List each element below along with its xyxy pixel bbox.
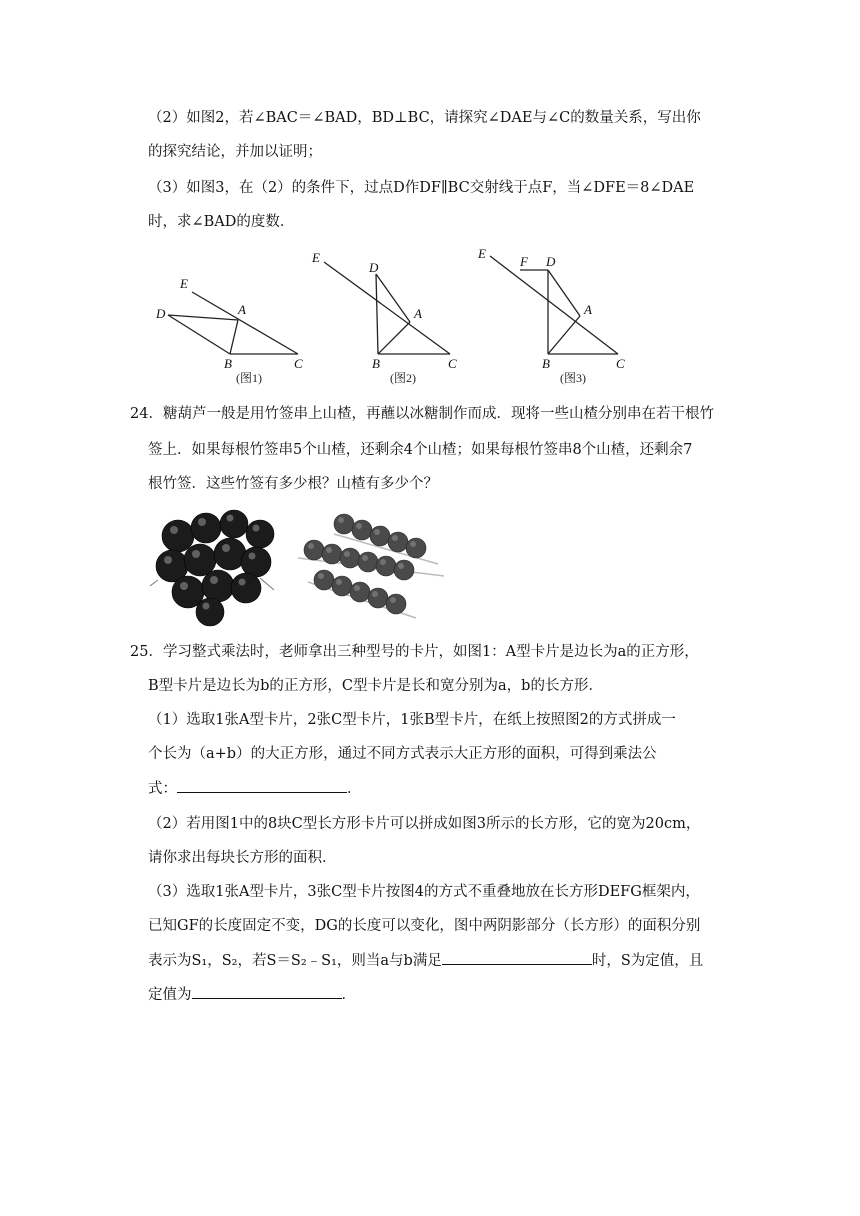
q24-line3: 根竹签．这些竹签有多少根？山楂有多少个？ [148,476,438,492]
fig1-label-e: E [180,276,188,291]
q25-part1-prefix: 式： [148,781,177,797]
q23-part2-line2: 的探究结论，并加以证明； [148,144,322,160]
q25-part3-line3 [148,950,703,971]
fig3-label-b: B [542,356,550,371]
fig3-label-f: F [520,254,528,269]
fig2-label-c: C [448,356,457,371]
q25-part3-line2: 已知GF的长度固定不变，DG的长度可以变化，图中两阴影部分（长方形）的面积分别 [148,918,701,934]
q25-part1-suffix: ． [347,781,362,797]
fig1-label-d: D [156,306,166,321]
q25-part1-line2: 个长为（a+b）的大正方形，通过不同方式表示大正方形的面积，可得到乘法公 [148,746,657,762]
q24-line2: 签上．如果每根竹签串5个山楂，还剩余4个山楂；如果每根竹签串8个山楂，还剩余7 [148,442,693,458]
figure-1 [168,292,298,354]
fig1-caption: (图1) [236,371,262,385]
fig1-label-c: C [294,356,303,371]
answer-blank-value[interactable] [192,984,342,999]
q25-line2: B型卡片是边长为b的正方形，C型卡片是长和宽分别为a，b的长方形． [148,678,603,694]
answer-blank-formula[interactable] [177,778,347,793]
q25-part3-line1: （3）选取1张A型卡片，3张C型卡片按图4的方式不重叠地放在长方形DEFG框架内， [148,884,700,900]
hawthorn-photos [148,500,448,632]
q25-part3-suffix: 时，S为定值，且 [591,953,704,969]
fig1-label-a: A [238,302,246,317]
fig3-label-a: A [584,302,592,317]
fig2-caption: (图2) [390,371,416,385]
q24-line1: 24．糖葫芦一般是用竹签串上山楂，再蘸以冰糖制作而成．现将一些山楂分别串在若干根竹 [130,406,714,422]
fig2-label-d: D [369,260,379,275]
fig1-label-b: B [224,356,232,371]
q25-part3-line4-suffix: ． [341,987,356,1003]
geometry-figures [148,242,638,394]
q23-part3-line2: 时，求∠BAD的度数． [148,214,295,230]
fig3-label-e: E [478,246,486,261]
fig2-label-b: B [372,356,380,371]
figure-2 [324,262,450,354]
q23-part2-line1: （2）如图2，若∠BAC＝∠BAD，BD⊥BC，请探究∠DAE与∠C的数量关系，写出你 [148,110,701,126]
fig3-label-c: C [616,356,625,371]
q25-part3-prefix: 表示为S₁，S₂，若S＝S₂﹣S₁，则当a与b满足 [148,953,442,969]
q25-part3-line4 [148,984,356,1005]
answer-blank-condition[interactable] [442,950,592,965]
candied-hawthorn-skewers-image [298,514,444,618]
fig2-label-e: E [312,250,320,265]
q25-part2-line1: （2）若用图1中的8块C型长方形卡片可以拼成如图3所示的长方形，它的宽为20cm， [148,816,701,832]
q25-part1-line3 [148,778,362,799]
fig3-label-d: D [546,254,556,269]
q25-line1: 25．学习整式乘法时，老师拿出三种型号的卡片，如图1：A型卡片是边长为a的正方形， [130,644,699,660]
q25-part3-line4-prefix: 定值为 [148,987,192,1003]
fig2-label-a: A [414,306,422,321]
figure-3 [490,256,618,354]
q25-part2-line2: 请你求出每块长方形的面积． [148,850,337,866]
q25-part1-line1: （1）选取1张A型卡片，2张C型卡片，1张B型卡片，在纸上按照图2的方式拼成一 [148,712,676,728]
fig3-caption: (图3) [560,371,586,385]
q23-part3-line1: （3）如图3，在（2）的条件下，过点D作DF∥BC交射线于点F，当∠DFE＝8∠DAE [148,180,695,196]
